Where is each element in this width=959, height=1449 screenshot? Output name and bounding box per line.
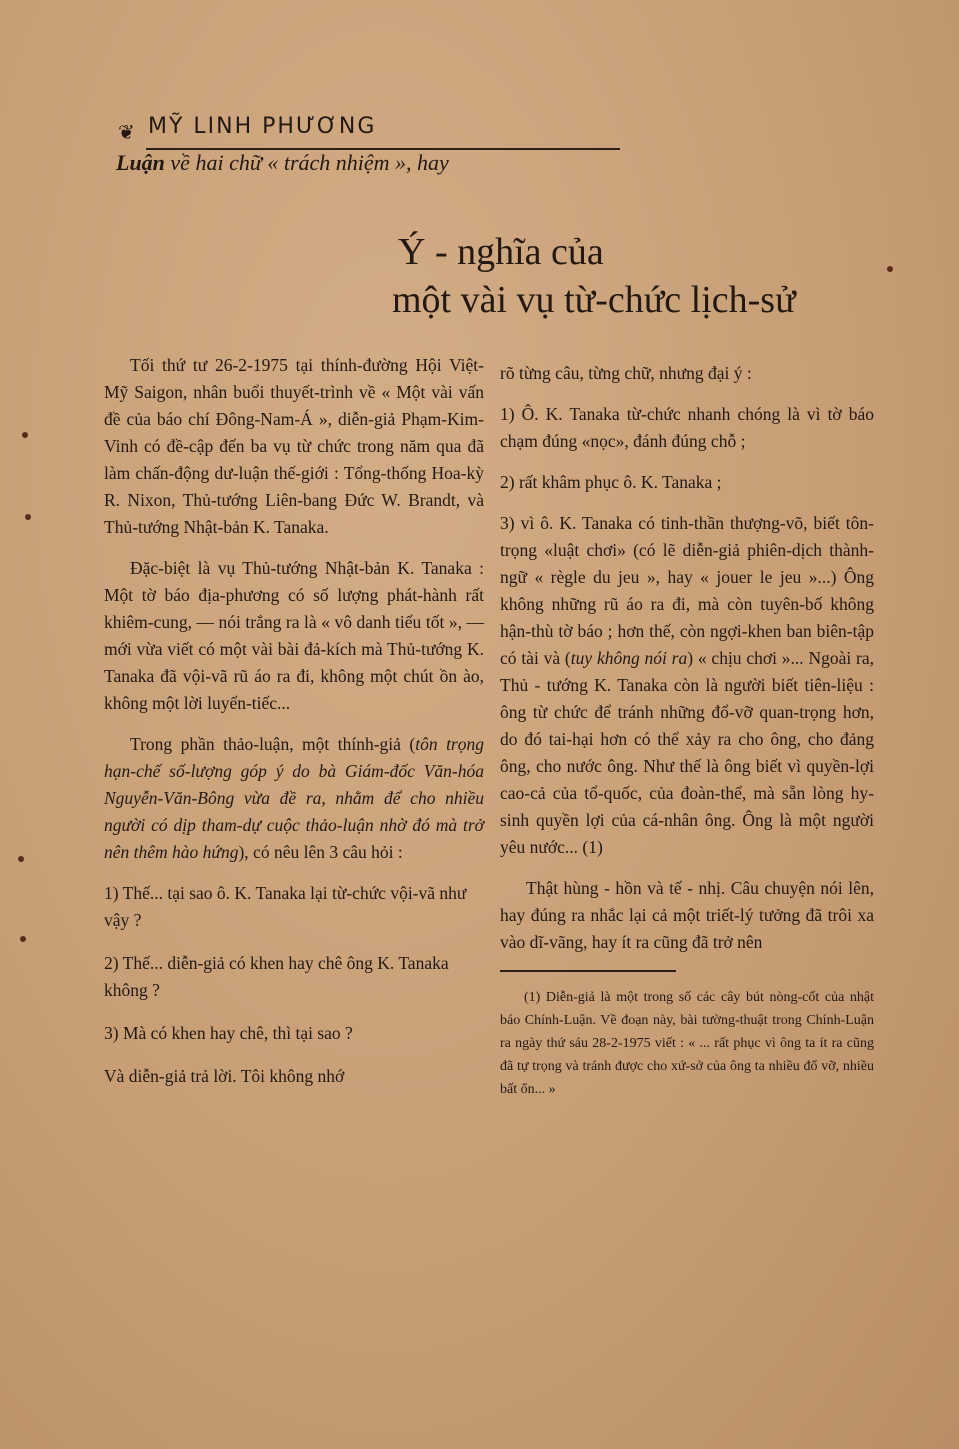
- paragraph: Tối thứ tư 26-2-1975 tại thính-đường Hội Việt-Mỹ Saigon, nhân buổi thuyết-trình về « Một vài vấn đề của báo chí Đông-Nam-Á », diễn-giả Phạm-Kim-Vinh có đề-cập đến ba vụ từ chức trong năm qua đã làm chấn-động dư-luận thế-giới : Tổng-thống Hoa-kỳ R. Nixon, Thủ-tướng Liên-bang Đức W. Brandt, và Thủ-tướng Nhật-bản K. Tanaka.: [104, 355, 484, 537]
- paper-blemish: [25, 514, 31, 520]
- paragraph-aside: tuy không nói ra: [570, 648, 688, 668]
- paragraph-text: ) « chịu chơi »... Ngoài ra, Thủ - tướng K. Tanaka còn là người biết tiên-liệu : ông từ chức để tránh những đổ-vỡ quan-trọng hơn, do đó tai-hại hơn có thể xảy ra cho ông, cho đảng ông, cho nước ông. Như thế là ông biết vì quyền-lợi cao-cả của tổ-quốc, của đoàn-thể, mà sẵn lòng hy-sinh quyền lợi của cá-nhân ông. Ông là một người yêu nước... (1): [500, 648, 875, 857]
- left-column: [104, 352, 484, 1104]
- paragraph: Đặc-biệt là vụ Thủ-tướng Nhật-bản K. Tanaka : Một tờ báo địa-phương có số lượng phát-hành rất khiêm-cung, — nói trắng ra là « vô danh tiểu tốt », — mới vừa viết có một vài bài đả-kích mà Thủ-tướng K. Tanaka đã vội-vã rũ áo ra đi, không một chút ồn ào, không một lời luyến-tiếc...: [104, 558, 484, 713]
- paragraph: [104, 731, 484, 866]
- paragraph-aside: tôn trọng hạn-chế số-lượng góp ý do bà Giám-đốc Văn-hóa Nguyễn-Văn-Bông vừa đề ra, nhằm để cho nhiều người có dịp tham-dự cuộc thảo-luận nhờ đó mà trở nên thêm hào hứng: [104, 734, 484, 862]
- answer-1: 1) Ô. K. Tanaka từ-chức nhanh chóng là vì tờ báo chạm đúng «nọc», đánh đúng chỗ ;: [500, 404, 874, 451]
- question-2: 2) Thế... diễn-giả có khen hay chê ông K. Tanaka không ?: [104, 953, 449, 1000]
- article-title-line-2: một vài vụ từ-chức lịch-sử: [392, 279, 796, 321]
- answer-3: [500, 510, 874, 861]
- author-name: MỸ LINH PHƯƠNG: [148, 114, 377, 139]
- paragraph-text: ), có nêu lên 3 câu hỏi :: [238, 842, 403, 862]
- question-1: 1) Thế... tại sao ô. K. Tanaka lại từ-chức vội-vã như vậy ?: [104, 883, 467, 930]
- paper-blemish: [22, 432, 28, 438]
- answer-2: 2) rất khâm phục ô. K. Tanaka ;: [500, 472, 722, 492]
- paragraph: rõ từng câu, từng chữ, nhưng đại ý :: [500, 363, 752, 383]
- paragraph: Và diễn-giả trả lời. Tôi không nhớ: [104, 1066, 345, 1086]
- subtitle-lead: Luận: [116, 150, 165, 175]
- article-title-line-1: Ý - nghĩa của: [398, 231, 604, 273]
- question-3: 3) Mà có khen hay chê, thì tại sao ?: [104, 1023, 353, 1043]
- paragraph: Thật hùng - hồn và tế - nhị. Câu chuyện nói lên, hay đúng ra nhắc lại cả một triết-lý tưởng đã trôi xa vào dĩ-vãng, hay ít ra cũng đã trở nên: [500, 878, 874, 952]
- fleuron-icon: ❦: [118, 120, 135, 144]
- paper-blemish: [887, 266, 893, 272]
- footnote: (1) Diễn-giả là một trong số các cây bút nòng-cốt của nhật báo Chính-Luận. Về đoạn này, bài tường-thuật trong Chính-Luận ra ngày thứ sáu 28-2-1975 viết : « ... rất phục vì ông ta ít ra cũng đã tự trọng và tránh được cho xứ-sở của ông ta nhiều đổ vỡ, nhiều bất ổn... »: [500, 990, 874, 1097]
- footnote-rule: [500, 970, 676, 972]
- subtitle-rest: về hai chữ « trách nhiệm », hay: [164, 150, 449, 175]
- paper-blemish: [20, 936, 26, 942]
- article-subtitle: [116, 150, 449, 176]
- author-header: [118, 112, 504, 146]
- right-column: [500, 360, 874, 1115]
- paragraph-text: Trong phần thảo-luận, một thính-giả (: [130, 734, 416, 754]
- paper-blemish: [18, 856, 24, 862]
- paragraph-text: 3) vì ô. K. Tanaka có tinh-thần thượng-võ, biết tôn-trọng «luật chơi» (có lẽ diễn-giả phiên-dịch thành-ngữ « règle du jeu », hay « jouer le jeu »...) Ông không những rũ áo ra đi, mà còn tuyên-bố không hận-thù tờ báo ; hơn thế, còn ngợi-khen ban biên-tập có tài và (: [500, 513, 874, 668]
